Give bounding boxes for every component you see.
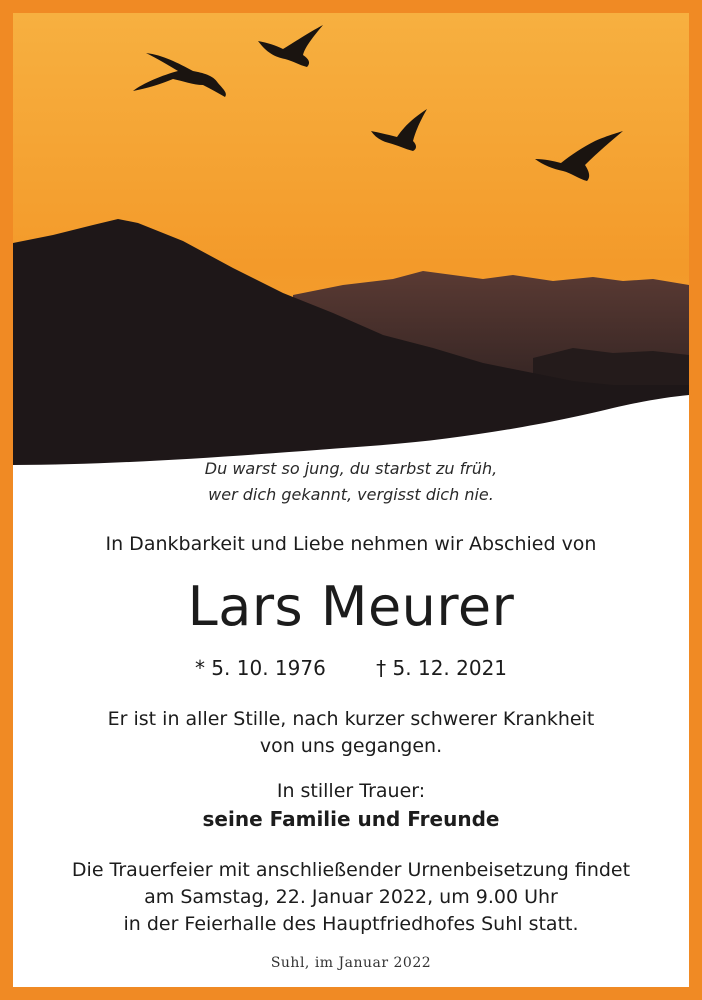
farewell-intro: In Dankbarkeit und Liebe nehmen wir Abschied von — [105, 533, 597, 555]
message-line-1: Er ist in aller Stille, nach kurzer schwerer Krankheit — [107, 708, 595, 730]
quote-line-2: wer dich gekannt, vergisst dich nie. — [208, 485, 494, 504]
message-line-2: von uns gegangen. — [259, 735, 443, 757]
sunset-scene — [13, 13, 689, 473]
ceremony-line-2: am Samstag, 22. Januar 2022, um 9.00 Uhr — [144, 886, 558, 908]
mourning-heading: In stiller Trauer: — [276, 780, 426, 802]
life-dates — [13, 654, 689, 682]
ceremony-line-1: Die Trauerfeier mit anschließender Urnenbeisetzung findet — [71, 859, 631, 881]
place-and-date: Suhl, im Januar 2022 — [270, 955, 432, 971]
memorial-quote — [13, 456, 689, 508]
mourners-family: seine Familie und Freunde — [202, 807, 500, 831]
ceremony-line-3: in der Feierhalle des Hauptfriedhofes Suhl statt. — [123, 913, 579, 935]
death-date: † 5. 12. 2021 — [376, 656, 508, 680]
quote-line-1: Du warst so jung, du starbst zu früh, — [204, 459, 498, 478]
deceased-name: Lars Meurer — [187, 575, 515, 638]
ceremony-details — [13, 857, 689, 938]
birth-date: * 5. 10. 1976 — [194, 656, 326, 680]
passing-message — [13, 706, 689, 760]
